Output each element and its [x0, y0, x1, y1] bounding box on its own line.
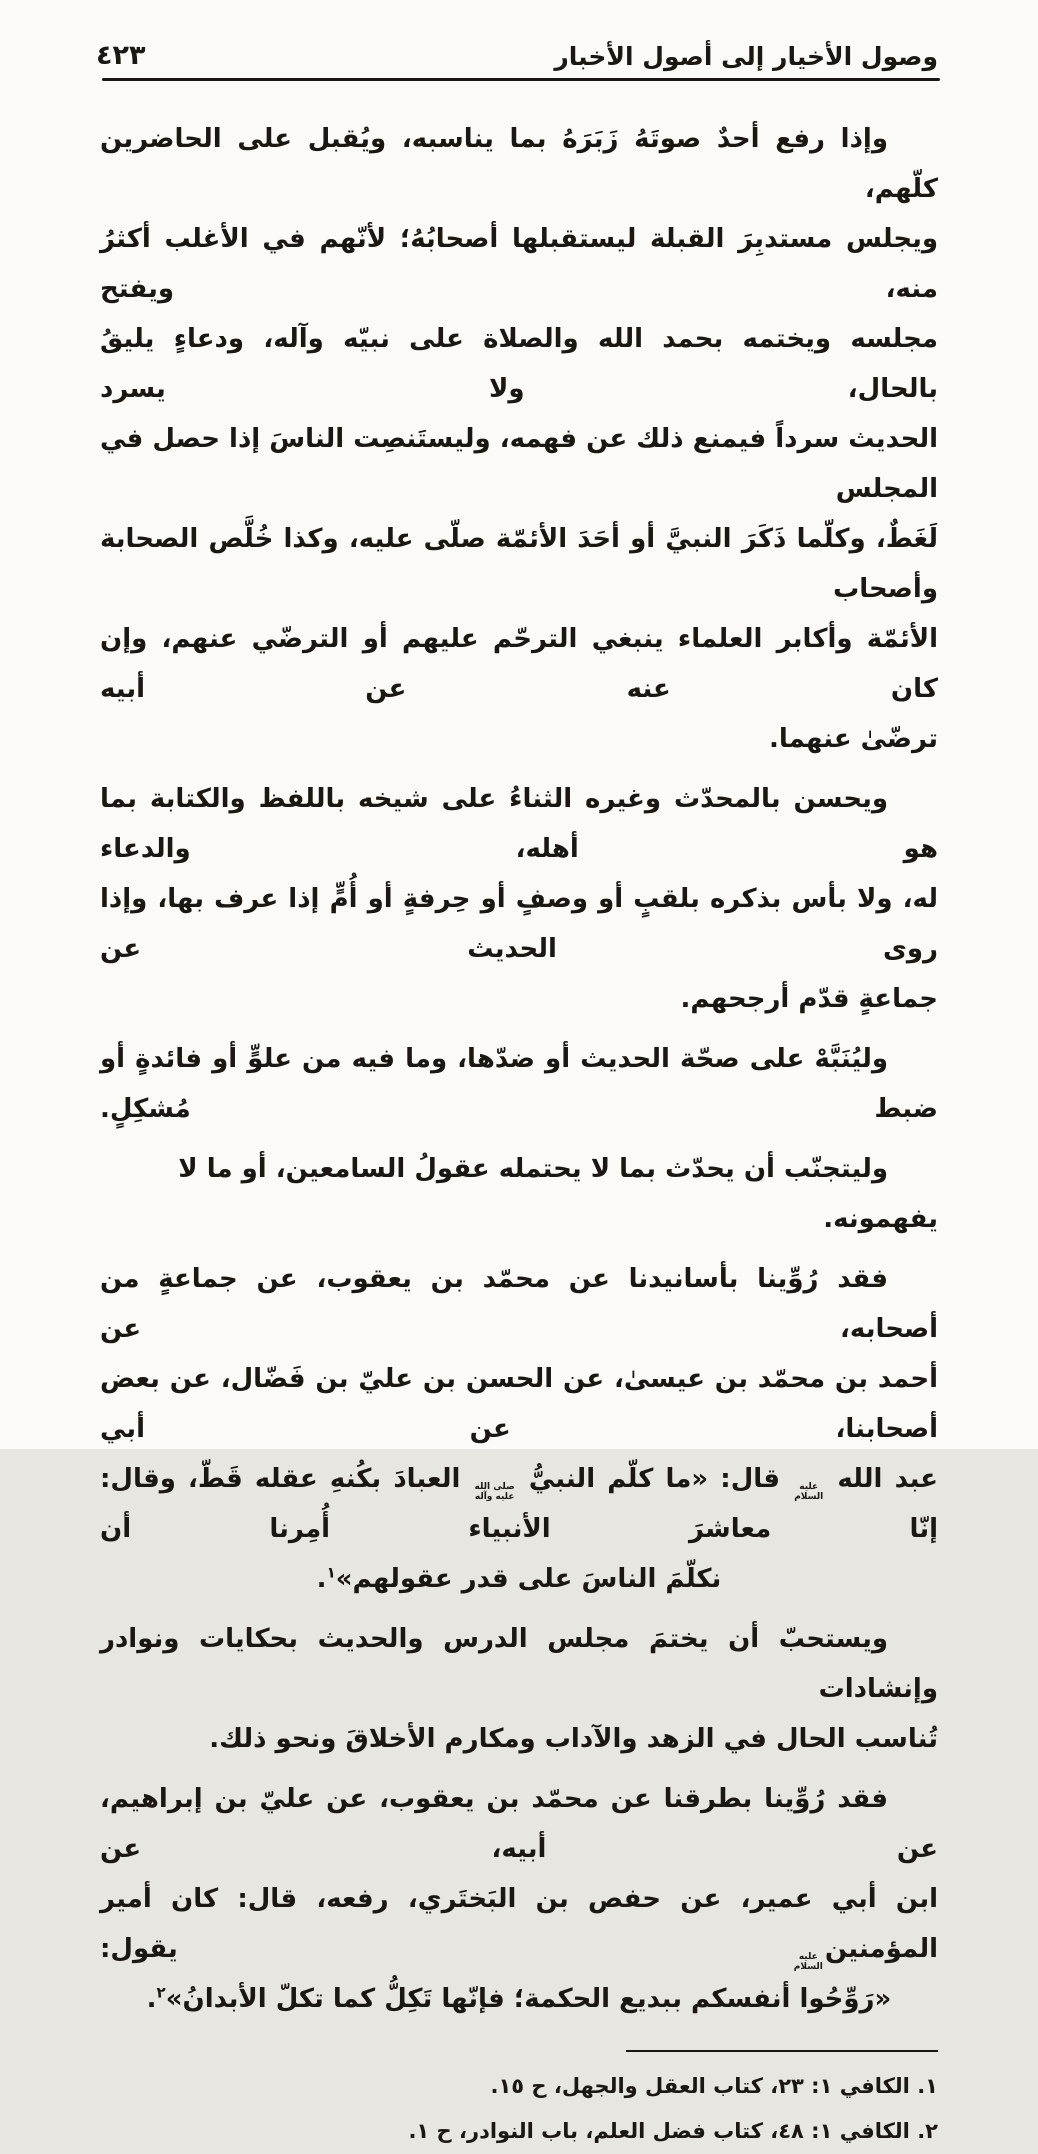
honorific-as-mark: عليه السلام [794, 1482, 824, 1502]
honorific-saww-mark: صلى الله عليه وآله [474, 1482, 515, 1502]
text-line: ويجلس مستدبِرَ القبلة ليستقبلها أصحابُهُ؛ لأنّهم في الأغلب أكثرُ منه، ويفتح [100, 224, 938, 304]
footnote-rule [626, 2050, 938, 2052]
text-line: عبد الله عليه السلام قال: «ما كلّم النبيُّ صلى الله عليه وآله العبادَ بكُنهِ عقله قَطّ، وقال: إنّا معاشرَ الأنبياء أُمِرنا أن [100, 1464, 938, 1544]
footnotes-section [0, 2050, 1038, 2154]
text-line: نكلّمَ الناسَ على قدر عقولهم»$^١$. [316, 1563, 722, 1594]
text-line: فقد رُوِّينا بطرقنا عن محمّد بن يعقوب، عن عليّ بن إبراهيم، عن أبيه، عن [100, 1784, 938, 1864]
text-line: فقد رُوِّينا بأسانيدنا عن محمّد بن يعقوب، عن جماعةٍ من أصحابه، عن [100, 1264, 938, 1344]
footnote-ref: ٢ [156, 1983, 166, 2002]
paragraph [100, 1614, 938, 1764]
text-line: له، ولا بأس بذكره بلقبٍ أو وصفٍ أو حِرفةٍ أو أُمٍّ إذا عرف بها، وإذا روى الحديث عن [100, 884, 938, 964]
text-line: مجلسه ويختمه بحمد الله والصلاة على نبيّه وآله، ودعاءٍ يليقُ بالحال، ولا يسرد [100, 324, 938, 404]
text-line: ويستحبّ أن يختمَ مجلس الدرس والحديث بحكايات ونوادر وإنشادات [100, 1624, 938, 1704]
paragraph [100, 774, 938, 1024]
page-number: ٤٢٣ [96, 40, 146, 71]
text-line: لَغَطٌ، وكلّما ذَكَرَ النبيَّ أو أحَدَ الأئمّة صلّى عليه، وكذا خُلَّص الصحابة وأصحاب [100, 524, 938, 604]
text-line: ويحسن بالمحدّث وغيره الثناءُ على شيخه باللفظ والكتابة بما هو أهله، والدعاء [100, 784, 938, 864]
text-line: ترضّىٰ عنهما. [768, 724, 938, 754]
text-line: ابن أبي عمير، عن حفص بن البَختَري، رفعه، قال: كان أمير المؤمنين عليه السلام يقول: [100, 1884, 938, 1972]
paragraph [100, 1034, 938, 1134]
text-line: تُناسب الحال في الزهد والآداب ومكارم الأخلاقَ ونحو ذلك. [209, 1724, 938, 1754]
text-line: «رَوِّحُوا أنفسكم ببديع الحكمة؛ فإنّها تَكِلُّ كما تكلّ الأبدانُ»$^٢$. [146, 1983, 892, 2014]
text-line: وليُنَبَّهْ على صحّة الحديث أو ضدّها، وما فيه من علوٍّ أو فائدةٍ أو ضبط مُشكِلٍ. [100, 1044, 938, 1124]
text-line: أحمد بن محمّد بن عيسىٰ، عن الحسن بن عليّ بن فَضّال، عن بعض أصحابنا، عن أبي [100, 1364, 938, 1444]
footnote-list [100, 2064, 938, 2154]
footnote-item: ٢. الكافي ١: ٤٨، كتاب فضل العلم، باب النوادر، ح ١. [408, 2119, 938, 2143]
paragraph [100, 1774, 938, 2024]
text-line: وإذا رفع أحدٌ صوتَهُ زَبَرَهُ بما يناسبه، ويُقبل على الحاضرين كلّهم، [100, 124, 938, 204]
body-text [100, 114, 938, 2024]
text-line: جماعةٍ قدّم أرجحهم. [680, 984, 938, 1014]
header-rule [102, 78, 940, 81]
paragraph [100, 1144, 938, 1244]
honorific-as-mark: عليه السلام [793, 1952, 823, 1972]
paragraph [100, 114, 938, 764]
text-line: الأئمّة وأكابر العلماء ينبغي الترحّم عليهم أو الترضّي عنهم، وإن كان عنه عن أبيه [100, 624, 938, 704]
text-line: وليتجنّب أن يحدّث بما لا يحتمله عقولُ السامعين، أو ما لا يفهمونه. [178, 1154, 938, 1234]
paragraph [100, 1254, 938, 1604]
footnote-ref: ١ [326, 1563, 336, 1582]
page-header [0, 0, 1038, 71]
footnote-item: ١. الكافي ١: ٢٣، كتاب العقل والجهل، ح ١٥. [490, 2074, 938, 2098]
running-title: وصول الأخيار إلى أصول الأخبار [554, 42, 938, 71]
text-line: الحديث سرداً فيمنع ذلك عن فهمه، وليستَنصِت الناسَ إذا حصل في المجلس [100, 424, 938, 504]
